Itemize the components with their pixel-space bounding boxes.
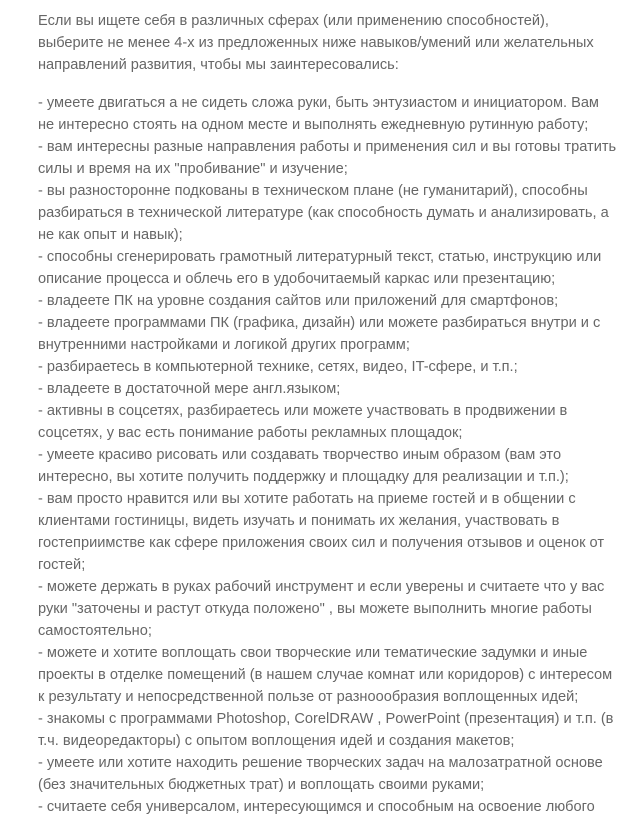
list-line: к результату и непосредственной пользе от разноообразия воплощенных идей; — [38, 689, 579, 705]
list-line: руки "заточены и растут откуда положено" , вы можете выполнить многие работы — [38, 601, 592, 617]
list-line: самостоятельно; — [38, 623, 152, 639]
list-line: (без значительных бюджетных трат) и воплощать своими руками; — [38, 777, 485, 793]
list-line: т.ч. видеоредакторы) с опытом воплощения идей и создания макетов; — [38, 733, 515, 749]
list-line: - умеете или хотите находить решение творческих задач на малозатратной основе — [38, 755, 603, 771]
list-line: - можете держать в руках рабочий инструмент и если уверены и считаете что у вас — [38, 579, 605, 595]
list-line: гостей; — [38, 557, 86, 573]
intro-line: выберите не менее 4-х из предложенных ниже навыков/умений или желательных — [38, 35, 594, 51]
list-line: внутренними настройками и логикой других программ; — [38, 337, 410, 353]
list-line: не как опыт и навык); — [38, 227, 183, 243]
list-line: - умеете двигаться а не сидеть сложа руки, быть энтузиастом и инициатором. Вам — [38, 95, 599, 111]
list-line: гостеприимстве как сфере приложения своих сил и получения отзывов и оценок от — [38, 535, 604, 551]
list-line: - владеете в достаточной мере англ.языком; — [38, 381, 341, 397]
list-line: разбираться в технической литературе (как способность думать и анализировать, а — [38, 205, 609, 221]
list-line: - можете и хотите воплощать свои творческие или тематические задумки и иные — [38, 645, 588, 661]
list-line: - разбираетесь в компьютерной технике, сетях, видео, IT-сфере, и т.п.; — [38, 359, 518, 375]
list-line: интересно, вы хотите получить поддержку и площадку для реализации и т.п.); — [38, 469, 569, 485]
list-line: не интересно стоять на одном месте и выполнять ежедневную рутинную работу; — [38, 117, 589, 133]
list-line: - умеете красиво рисовать или создавать творчество иным образом (вам это — [38, 447, 562, 463]
requirements-list — [38, 92, 617, 818]
list-line: - владеете ПК на уровне создания сайтов или приложений для смартфонов; — [38, 293, 559, 309]
list-line: описание процесса и облечь его в удобочитаемый каркас или презентацию; — [38, 271, 556, 287]
list-line: - считаете себя универсалом, интересующимся и способным на освоение любого — [38, 799, 595, 815]
list-line: - способны сгенерировать грамотный литературный текст, статью, инструкцию или — [38, 249, 602, 265]
list-line: - владеете программами ПК (графика, дизайн) или можете разбираться внутри и с — [38, 315, 601, 331]
list-line: - знакомы с программами Photoshop, CorelDRAW , PowerPoint (презентация) и т.п. (в — [38, 711, 614, 727]
intro-line: направлений развития, чтобы мы заинтересовались: — [38, 57, 399, 73]
list-line: соцсетях, у вас есть понимание работы рекламных площадок; — [38, 425, 463, 441]
intro-paragraph — [38, 10, 614, 76]
list-line: - вам просто нравится или вы хотите работать на приеме гостей и в общении с — [38, 491, 576, 507]
list-line: проекты в отделке помещений (в нашем случае комнат или коридоров) с интересом — [38, 667, 613, 683]
list-line: - вы разносторонне подкованы в техническом плане (не гуманитарий), способны — [38, 183, 588, 199]
intro-line: Если вы ищете себя в различных сферах (или применению способностей), — [38, 13, 549, 29]
list-line: клиентами гостиницы, видеть изучать и понимать их желания, участвовать в — [38, 513, 560, 529]
list-line: силы и время на их "пробивание" и изучение; — [38, 161, 348, 177]
list-line: - активны в соцсетях, разбираетесь или можете участвовать в продвижении в — [38, 403, 568, 419]
list-line: - вам интересны разные направления работы и применения сил и вы готовы тратить — [38, 139, 617, 155]
